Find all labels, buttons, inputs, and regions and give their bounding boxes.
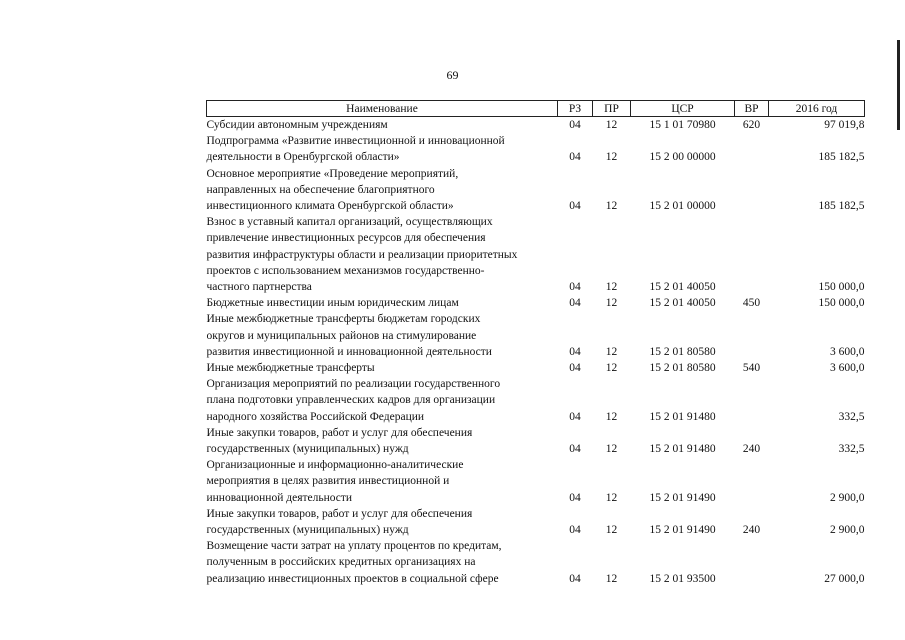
table-row <box>207 457 865 506</box>
row-rz: 04 <box>569 362 581 375</box>
row-name-line: развития инфраструктуры области и реализации приоритетных <box>206 248 518 261</box>
row-pr: 12 <box>605 362 618 375</box>
row-rz: 04 <box>569 410 581 423</box>
header-rz: РЗ <box>558 101 593 117</box>
row-amount: 150 000,0 <box>818 281 865 294</box>
row-csr: 15 2 01 91490 <box>649 491 716 504</box>
row-name-line: Иные закупки товаров, работ и услуг для обеспечения <box>206 507 473 520</box>
row-name <box>207 360 558 376</box>
header-vr: ВР <box>735 101 769 117</box>
row-csr: 15 2 01 40050 <box>649 297 716 310</box>
row-name <box>207 117 558 134</box>
row-amount: 27 000,0 <box>824 572 865 585</box>
row-rz: 04 <box>569 200 581 213</box>
row-rz: 04 <box>569 151 581 164</box>
table-row <box>207 295 865 311</box>
table-body <box>207 117 865 587</box>
row-name-line: государственных (муниципальных) нужд <box>206 524 409 537</box>
row-pr: 12 <box>605 151 618 164</box>
row-rz: 04 <box>569 572 581 585</box>
row-rz: 04 <box>569 297 581 310</box>
row-name-line: Бюджетные инвестиции иным юридическим лицам <box>206 297 459 310</box>
row-rz: 04 <box>569 524 581 537</box>
row-csr: 15 2 01 91480 <box>649 443 716 456</box>
row-csr: 15 1 01 70980 <box>649 119 716 131</box>
row-name-line: государственных (муниципальных) нужд <box>206 443 409 456</box>
row-name-line: реализацию инвестиционных проектов в социальной сфере <box>206 572 499 585</box>
row-name-line: мероприятия в целях развития инвестиционной и <box>206 475 450 488</box>
row-name-line: деятельности в Оренбургской области» <box>206 151 400 164</box>
row-rz: 04 <box>569 345 581 358</box>
row-name <box>207 295 558 311</box>
row-pr: 12 <box>605 410 618 423</box>
row-name-line: плана подготовки управленческих кадров для организации <box>206 394 496 407</box>
row-pr: 12 <box>605 524 618 537</box>
row-name <box>207 425 558 457</box>
row-csr: 15 2 01 80580 <box>649 362 716 375</box>
row-csr: 15 2 01 80580 <box>649 345 716 358</box>
row-amount: 185 182,5 <box>818 200 865 213</box>
row-name-line: Подпрограмма «Развитие инвестиционной и инновационной <box>206 135 505 148</box>
row-name <box>207 506 558 538</box>
row-amount: 97 019,8 <box>824 119 865 131</box>
row-vr <box>735 214 769 295</box>
row-pr: 12 <box>605 572 618 585</box>
row-pr: 12 <box>605 443 618 456</box>
row-amount: 2 900,0 <box>830 524 865 537</box>
row-rz: 04 <box>569 443 581 456</box>
table-header-row <box>207 101 865 117</box>
row-name-line: проектов с использованием механизмов государственно- <box>206 264 485 277</box>
row-amount: 3 600,0 <box>830 345 865 358</box>
row-name <box>207 376 558 425</box>
header-name: Наименование <box>207 101 558 117</box>
row-name-line: развития инвестиционной и инновационной деятельности <box>206 345 492 358</box>
header-pr: ПР <box>593 101 631 117</box>
table-row <box>207 214 865 295</box>
row-pr: 12 <box>605 345 618 358</box>
row-name-line: полученным в российских кредитных организациях на <box>206 556 476 569</box>
row-name-line: Основное мероприятие «Проведение мероприятий, <box>206 167 459 180</box>
row-name <box>207 133 558 165</box>
row-csr: 15 2 01 00000 <box>649 200 716 213</box>
row-name-line: инновационной деятельности <box>206 491 353 504</box>
row-name-line: Иные закупки товаров, работ и услуг для обеспечения <box>206 426 473 439</box>
row-name-line: Субсидии автономным учреждениям <box>206 119 388 131</box>
row-name-line: Иные межбюджетные трансферты бюджетам городских <box>206 313 481 326</box>
scan-edge-mark <box>897 40 900 130</box>
row-vr <box>735 133 769 165</box>
row-name-line: инвестиционного климата Оренбургской области» <box>206 200 454 213</box>
row-name-line: Взнос в уставный капитал организаций, осуществляющих <box>206 216 493 229</box>
row-name <box>207 457 558 506</box>
table-row <box>207 360 865 376</box>
row-csr: 15 2 01 93500 <box>649 572 716 585</box>
row-name <box>207 166 558 215</box>
table-row <box>207 538 865 587</box>
row-csr: 15 2 01 91490 <box>649 524 716 537</box>
row-vr <box>735 166 769 215</box>
row-pr: 12 <box>605 491 618 504</box>
row-name-line: Организационные и информационно-аналитические <box>206 459 464 472</box>
row-name-line: направленных на обеспечение благоприятного <box>206 183 435 196</box>
row-vr: 540 <box>742 362 761 375</box>
row-name-line: Возмещение части затрат на уплату процентов по кредитам, <box>206 540 502 553</box>
row-amount: 150 000,0 <box>818 297 865 310</box>
row-amount: 3 600,0 <box>830 362 865 375</box>
row-name-line: Организация мероприятий по реализации государственного <box>206 378 501 391</box>
row-pr: 12 <box>605 281 618 294</box>
row-vr <box>735 457 769 506</box>
row-vr <box>735 311 769 360</box>
row-name <box>207 311 558 360</box>
row-vr <box>735 538 769 587</box>
row-vr: 240 <box>742 524 761 537</box>
row-name-line: частного партнерства <box>206 281 312 294</box>
row-rz: 04 <box>569 491 581 504</box>
row-rz: 04 <box>569 281 581 294</box>
row-name <box>207 538 558 587</box>
row-name-line: Иные межбюджетные трансферты <box>206 362 375 375</box>
header-year: 2016 год <box>769 101 865 117</box>
row-csr: 15 2 01 91480 <box>649 410 716 423</box>
row-name-line: народного хозяйства Российской Федерации <box>206 410 425 423</box>
row-amount: 332,5 <box>838 410 865 423</box>
table-row <box>207 311 865 360</box>
row-vr: 240 <box>742 443 761 456</box>
row-pr: 12 <box>605 119 618 131</box>
budget-table <box>206 100 865 587</box>
row-name <box>207 214 558 295</box>
table-row <box>207 376 865 425</box>
row-csr: 15 2 00 00000 <box>649 151 716 164</box>
row-amount: 2 900,0 <box>830 491 865 504</box>
row-amount: 332,5 <box>838 443 865 456</box>
table-row <box>207 425 865 457</box>
row-name-line: привлечение инвестиционных ресурсов для обеспечения <box>206 232 486 245</box>
table-row <box>207 117 865 134</box>
row-vr: 450 <box>742 297 761 310</box>
row-amount: 185 182,5 <box>818 151 865 164</box>
page-number: 69 <box>446 68 459 82</box>
row-rz: 04 <box>569 119 581 131</box>
table-row <box>207 166 865 215</box>
row-pr: 12 <box>605 297 618 310</box>
row-vr: 620 <box>742 119 761 131</box>
header-csr: ЦСР <box>631 101 735 117</box>
row-csr: 15 2 01 40050 <box>649 281 716 294</box>
row-vr <box>735 376 769 425</box>
table-row <box>207 133 865 165</box>
table-row <box>207 506 865 538</box>
row-name-line: округов и муниципальных районов на стимулирование <box>206 329 477 342</box>
row-pr: 12 <box>605 200 618 213</box>
